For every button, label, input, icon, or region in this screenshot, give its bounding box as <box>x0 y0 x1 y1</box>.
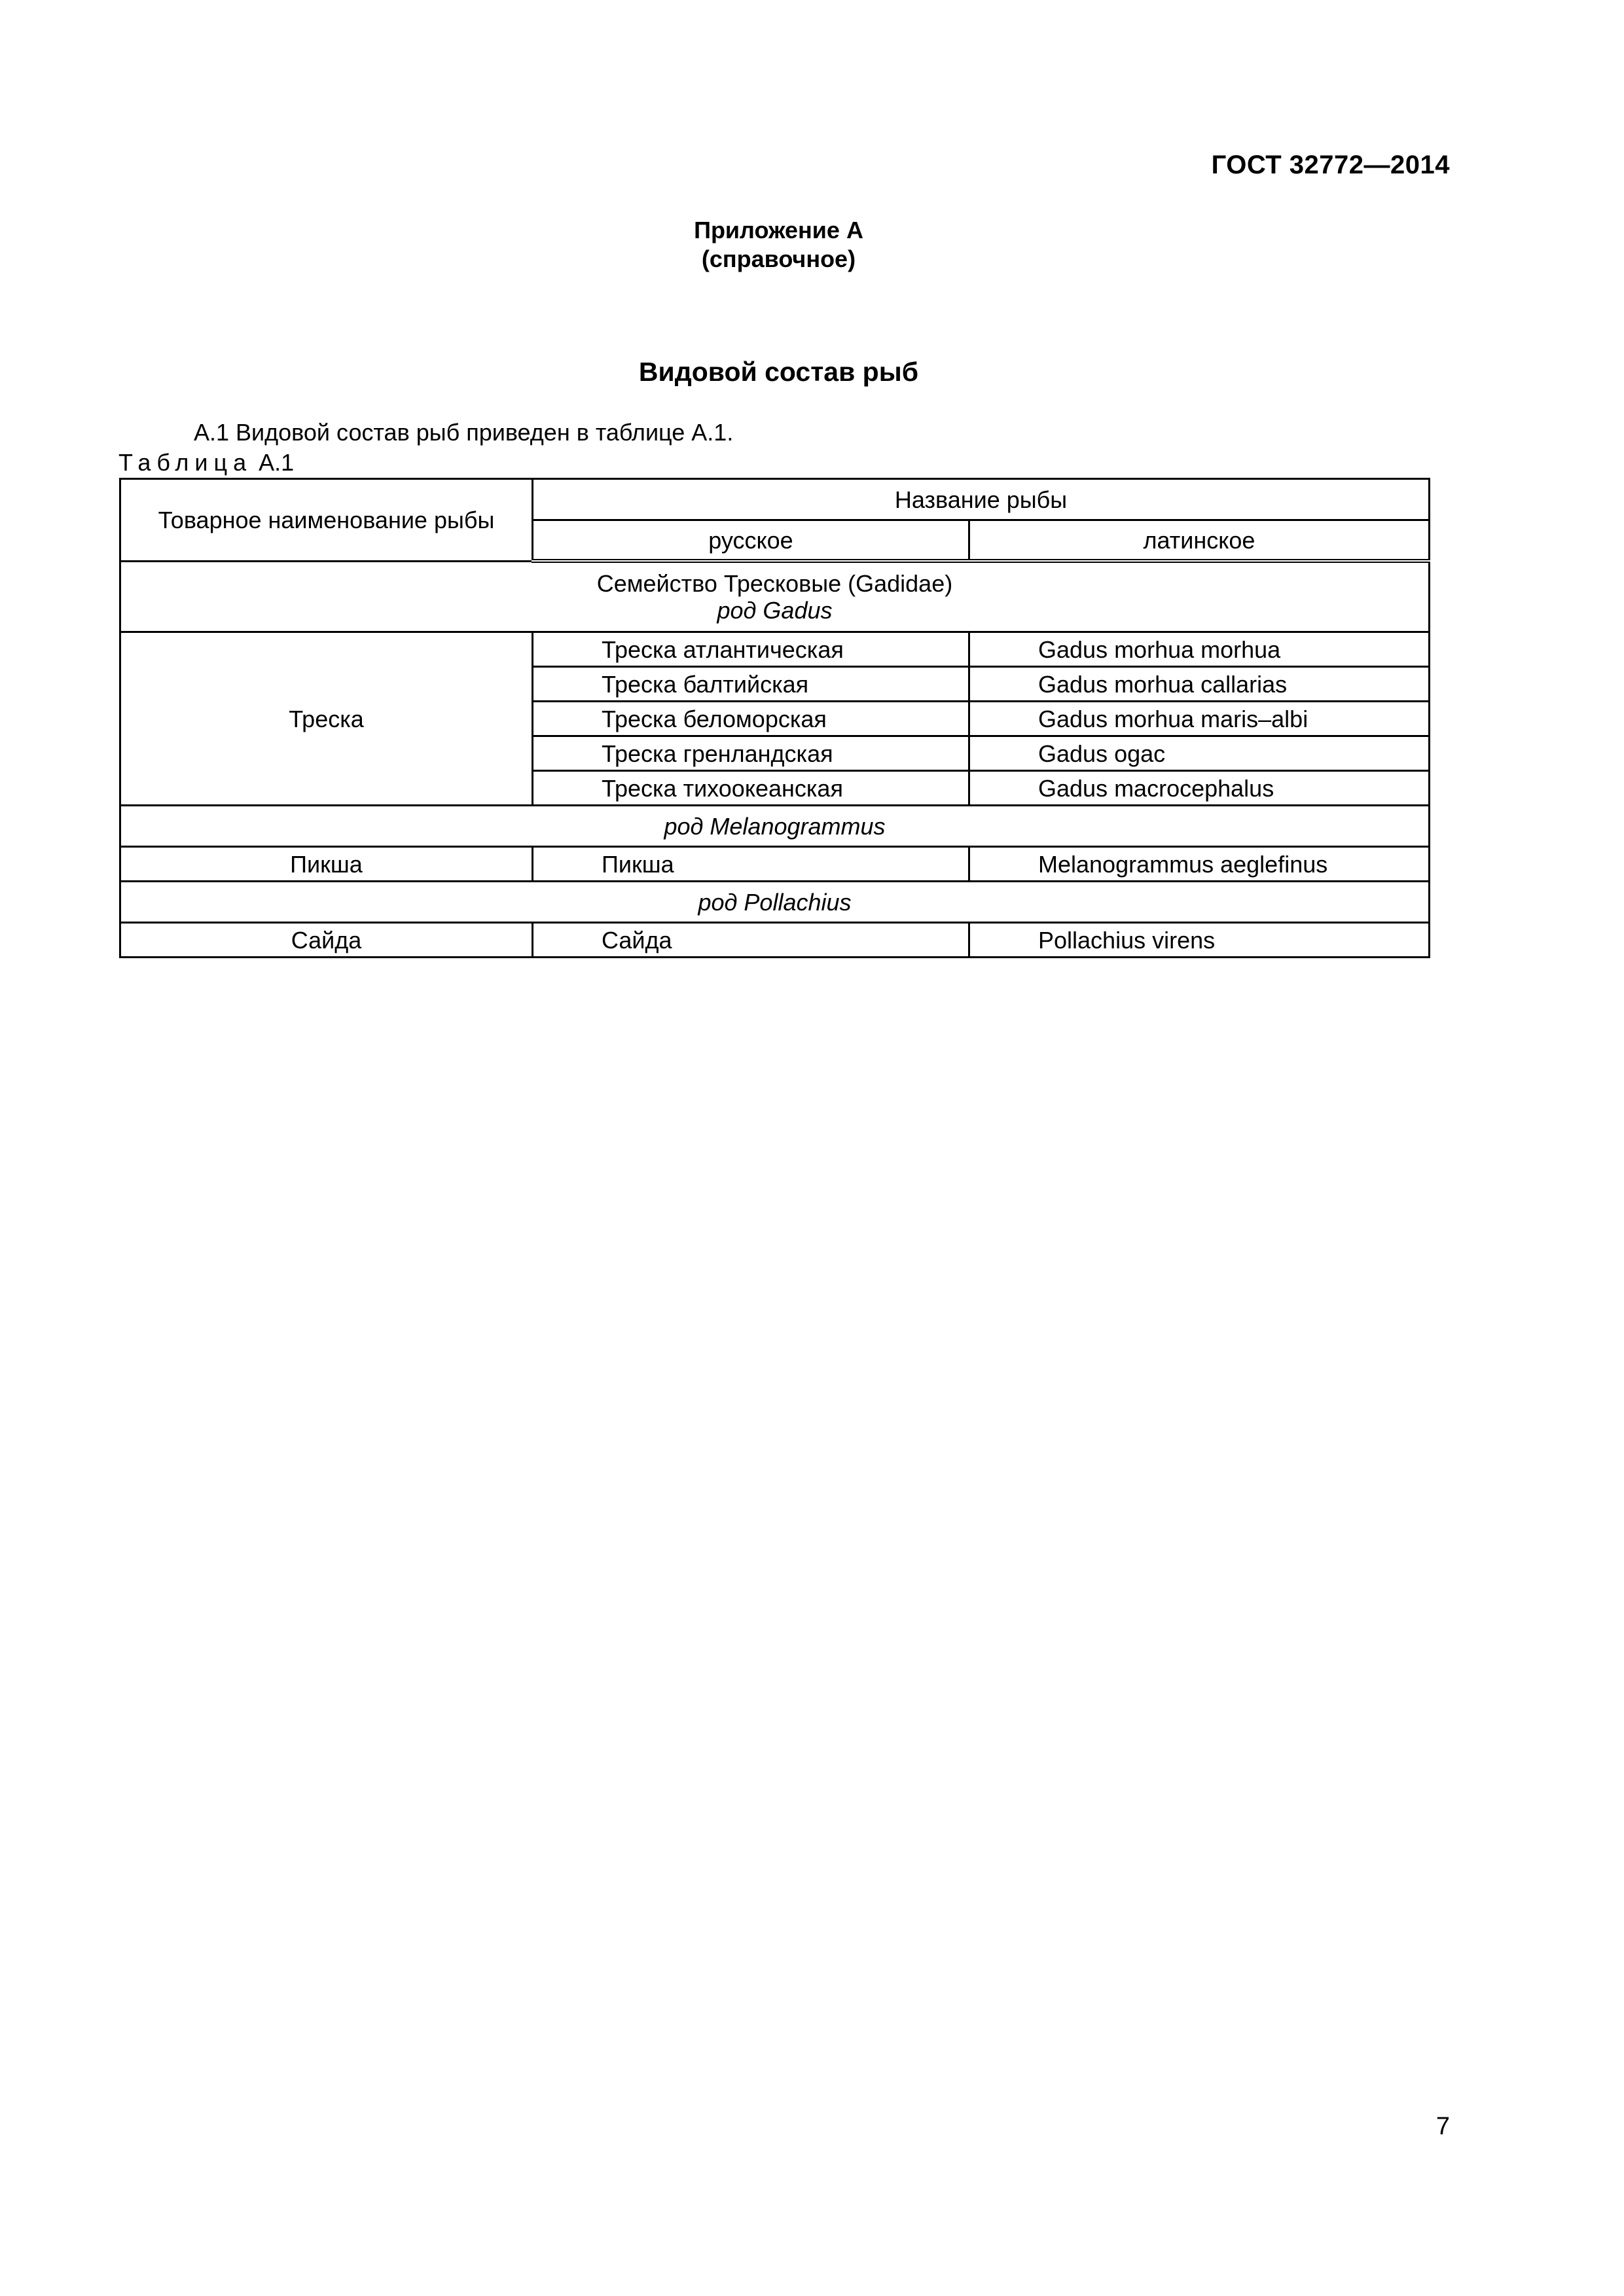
genus-melanogrammus-label: род Melanogrammus <box>120 806 1430 847</box>
latin-name: Gadus ogac <box>969 736 1430 771</box>
genus-row <box>120 806 1430 847</box>
latin-name: Gadus morhua morhua <box>969 632 1430 667</box>
header-russian: русское <box>533 520 969 562</box>
russian-name: Пикша <box>533 847 969 882</box>
table-header-row <box>120 479 1430 520</box>
intro-paragraph: А.1 Видовой состав рыб приведен в таблице А.1. <box>194 419 734 446</box>
latin-name: Gadus macrocephalus <box>969 771 1430 806</box>
header-fish-name: Название рыбы <box>533 479 1430 520</box>
trade-name-haddock: Пикша <box>120 847 533 882</box>
russian-name: Треска тихоокеанская <box>533 771 969 806</box>
species-table <box>119 478 1430 958</box>
genus-row <box>120 882 1430 923</box>
family-cell <box>120 561 1430 632</box>
russian-name: Треска балтийская <box>533 667 969 702</box>
latin-name: Melanogrammus aeglefinus <box>969 847 1430 882</box>
table-caption-word: Таблица <box>118 449 253 476</box>
russian-name: Треска атлантическая <box>533 632 969 667</box>
appendix-title: Приложение А <box>694 217 863 243</box>
standard-number: ГОСТ 32772—2014 <box>1211 151 1450 179</box>
russian-name: Сайда <box>533 923 969 958</box>
family-label: Семейство Тресковые (Gadidae) <box>596 570 953 597</box>
section-title: Видовой состав рыб <box>638 357 919 387</box>
page-number: 7 <box>1435 2113 1450 2140</box>
appendix-subtitle: (справочное) <box>701 245 856 272</box>
trade-name-saithe: Сайда <box>120 923 533 958</box>
genus-gadus-label: род Gadus <box>717 597 833 624</box>
latin-name: Gadus morhua maris–albi <box>969 702 1430 736</box>
header-trade-name: Товарное наименование рыбы <box>120 479 533 562</box>
appendix-heading <box>0 216 1557 274</box>
table-row <box>120 923 1430 958</box>
family-row <box>120 561 1430 632</box>
table-row <box>120 632 1430 667</box>
genus-pollachius-label: род Pollachius <box>120 882 1430 923</box>
header-latin: латинское <box>969 520 1430 562</box>
latin-name: Pollachius virens <box>969 923 1430 958</box>
trade-name-cod: Треска <box>120 632 533 806</box>
russian-name: Треска гренландская <box>533 736 969 771</box>
table-row <box>120 847 1430 882</box>
russian-name: Треска беломорская <box>533 702 969 736</box>
table-caption-number: А.1 <box>259 449 295 476</box>
table-caption <box>118 449 294 476</box>
latin-name: Gadus morhua callarias <box>969 667 1430 702</box>
